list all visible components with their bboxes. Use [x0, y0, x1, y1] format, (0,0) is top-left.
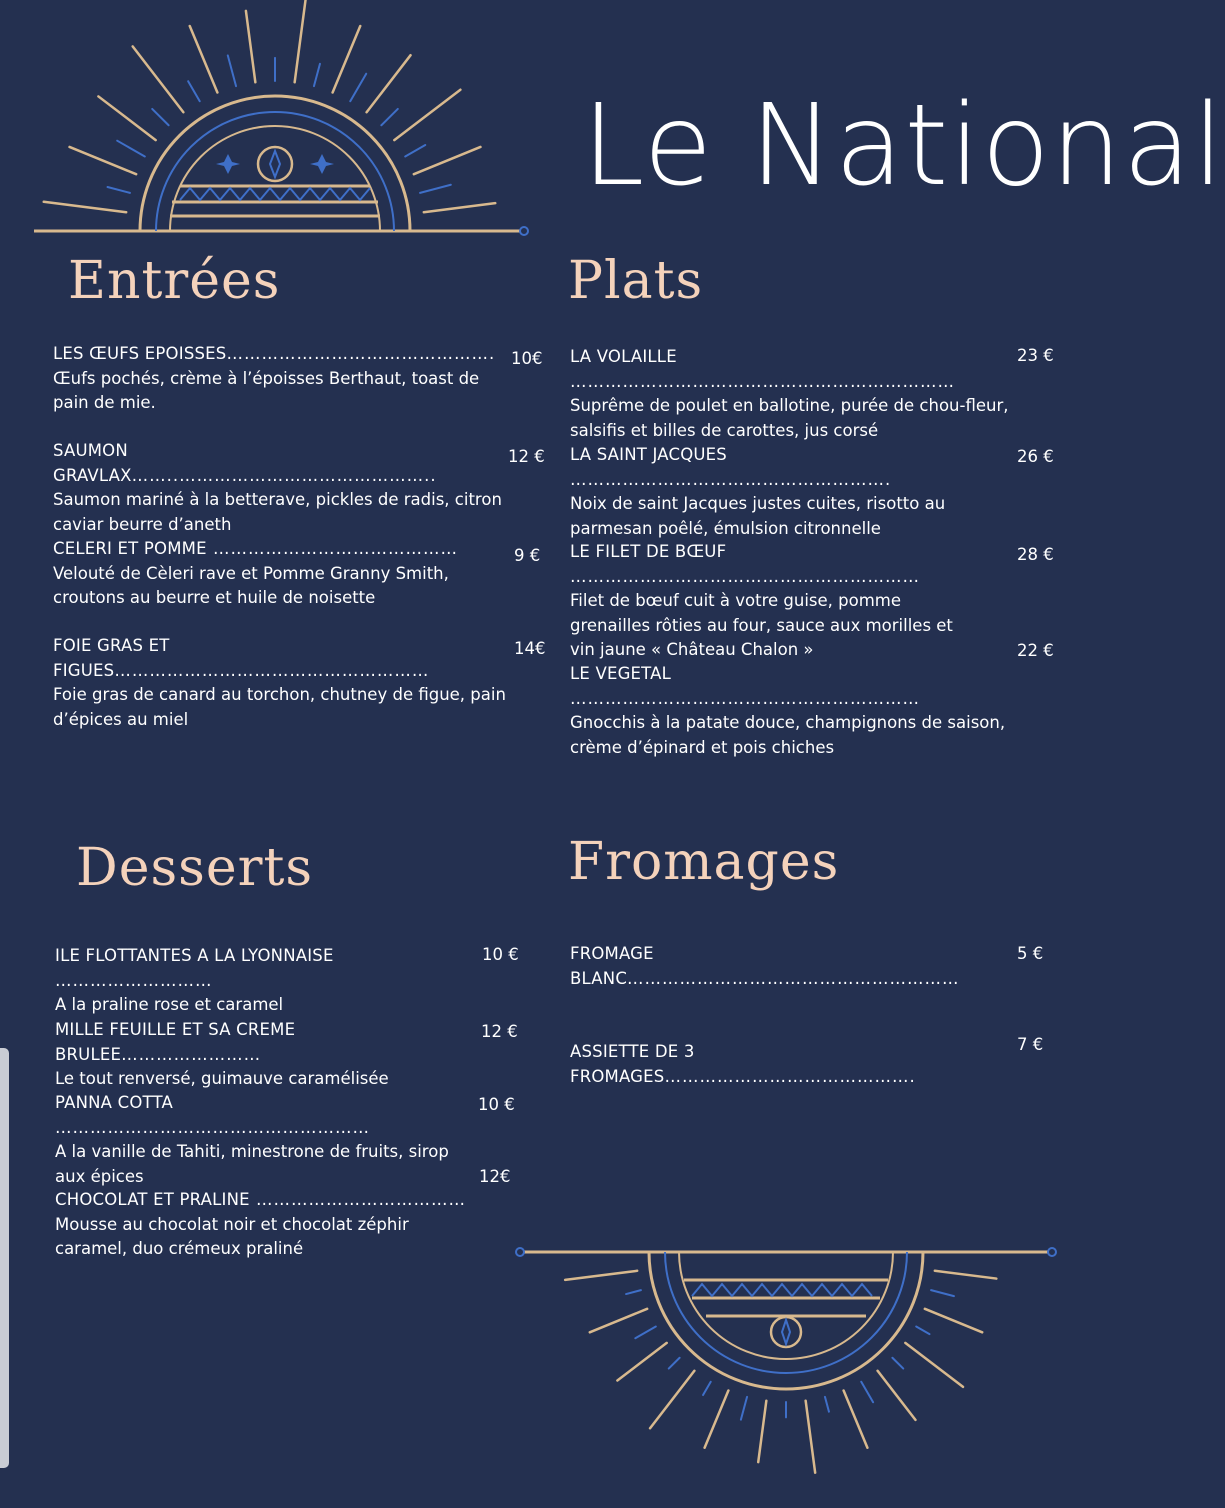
- item-dots: ………………………………………………: [114, 660, 430, 680]
- scroll-handle[interactable]: [0, 1048, 9, 1468]
- item-name: FOIE GRAS ET FIGUES: [53, 636, 170, 680]
- item-price: 5 €: [1017, 944, 1044, 963]
- item-price: 10€: [511, 349, 543, 368]
- item-description: Mousse au chocolat noir et chocolat zéphir caramel, duo crémeux praliné: [55, 1214, 409, 1258]
- item-name: LE FILET DE BŒUF: [570, 542, 727, 561]
- menu-item: [570, 942, 1000, 991]
- menu-item: [55, 944, 465, 1018]
- item-price: 23 €: [1017, 346, 1054, 365]
- item-name: PANNA COTTA: [55, 1093, 173, 1112]
- item-price: 22 €: [1017, 641, 1054, 660]
- menu-item: [570, 662, 1015, 760]
- item-price: 9 €: [514, 546, 541, 565]
- section-title-desserts: Desserts: [76, 838, 314, 898]
- item-dots: …………………………………………………: [627, 968, 960, 988]
- menu-item: [55, 1018, 475, 1092]
- item-dots: ………………………………………………: [55, 1117, 370, 1137]
- restaurant-name: Le National: [582, 81, 1225, 211]
- item-description: Saumon mariné à la betterave, pickles de radis, citron caviar beurre d’aneth: [53, 490, 502, 534]
- item-description: Œufs pochés, crème à l’époisses Berthaut, toast de pain de mie.: [53, 368, 480, 412]
- item-name: CELERI ET POMME: [53, 539, 207, 558]
- item-dots: ……………………………………………………: [570, 566, 920, 586]
- section-title-plats: Plats: [568, 251, 704, 311]
- item-name: CHOCOLAT ET PRALINE: [55, 1190, 250, 1209]
- menu-item: [53, 342, 508, 416]
- item-price: 26 €: [1017, 447, 1054, 466]
- section-title-entrees: Entrées: [68, 251, 281, 311]
- item-description: Velouté de Cèleri rave et Pomme Granny Smith, croutons au beurre et huile de noisette: [53, 563, 449, 607]
- menu-item: [570, 1040, 1000, 1089]
- item-dots: ……………………: [121, 1044, 262, 1064]
- menu-item: [570, 443, 1025, 541]
- sunburst-top-icon: [30, 4, 540, 240]
- item-dots: …………………………………….: [664, 1066, 916, 1086]
- item-price: 10 €: [482, 945, 519, 964]
- item-dots: ………………………: [55, 970, 213, 990]
- section-title-fromages: Fromages: [568, 832, 840, 892]
- item-name: ILE FLOTTANTES A LA LYONNAISE: [55, 946, 334, 965]
- item-description: Foie gras de canard au torchon, chutney de figue, pain d’épices au miel: [53, 685, 506, 729]
- menu-item: [53, 537, 508, 611]
- item-dots: ……………………………………….: [226, 344, 496, 363]
- item-name: LE VEGETAL: [570, 664, 672, 683]
- item-name: ASSIETTE DE 3 FROMAGES: [570, 1042, 695, 1086]
- item-description: Le tout renversé, guimauve caramélisée: [55, 1069, 389, 1088]
- item-dots: ……………………………………………….: [570, 469, 892, 489]
- item-dots: ……..……………………………………..: [131, 465, 437, 485]
- item-dots: ……………………………………: [206, 539, 458, 558]
- item-price: 7 €: [1017, 1035, 1044, 1054]
- item-name: LES ŒUFS EPOISSES: [53, 344, 227, 363]
- item-price: 12 €: [481, 1022, 518, 1041]
- item-name: LA SAINT JACQUES: [570, 445, 727, 464]
- item-description: Filet de bœuf cuit à votre guise, pomme grenailles rôties au four, sauce aux morilles et vin jaune « Château Chalon »: [570, 591, 953, 659]
- item-description: Noix de saint Jacques justes cuites, risotto au parmesan poêlé, émulsion citronnelle: [570, 494, 946, 538]
- item-dots: ………………………………: [249, 1190, 466, 1209]
- menu-item: [570, 540, 1015, 663]
- item-price: 14€: [514, 639, 546, 658]
- item-description: Suprême de poulet en ballotine, purée de chou-fleur, salsifis et billes de carottes, jus corsé: [570, 396, 1009, 440]
- menu-item: [55, 1188, 480, 1262]
- item-price: 12 €: [508, 447, 545, 466]
- sunburst-bottom-icon: [512, 1240, 1060, 1470]
- item-description: Gnocchis à la patate douce, champignons de saison, crème d’épinard et pois chiches: [570, 713, 1006, 757]
- menu-item: [55, 1091, 480, 1189]
- item-description: A la vanille de Tahiti, minestrone de fruits, sirop aux épices: [55, 1142, 449, 1186]
- menu-item: [53, 439, 508, 537]
- item-name: SAUMON GRAVLAX: [53, 441, 132, 485]
- item-price: 10 €: [478, 1095, 515, 1114]
- item-name: LA VOLAILLE: [570, 347, 677, 366]
- item-description: A la praline rose et caramel: [55, 995, 284, 1014]
- menu-item: [570, 345, 1015, 443]
- menu-item: [53, 634, 508, 732]
- item-name: FROMAGE BLANC: [570, 944, 654, 988]
- item-dots: ……………………………………………………: [570, 688, 920, 708]
- item-dots: …………………………………………………………: [570, 371, 955, 391]
- item-price: 12€: [479, 1167, 511, 1186]
- item-price: 28 €: [1017, 545, 1054, 564]
- item-name: MILLE FEUILLE ET SA CREME BRULEE: [55, 1020, 296, 1064]
